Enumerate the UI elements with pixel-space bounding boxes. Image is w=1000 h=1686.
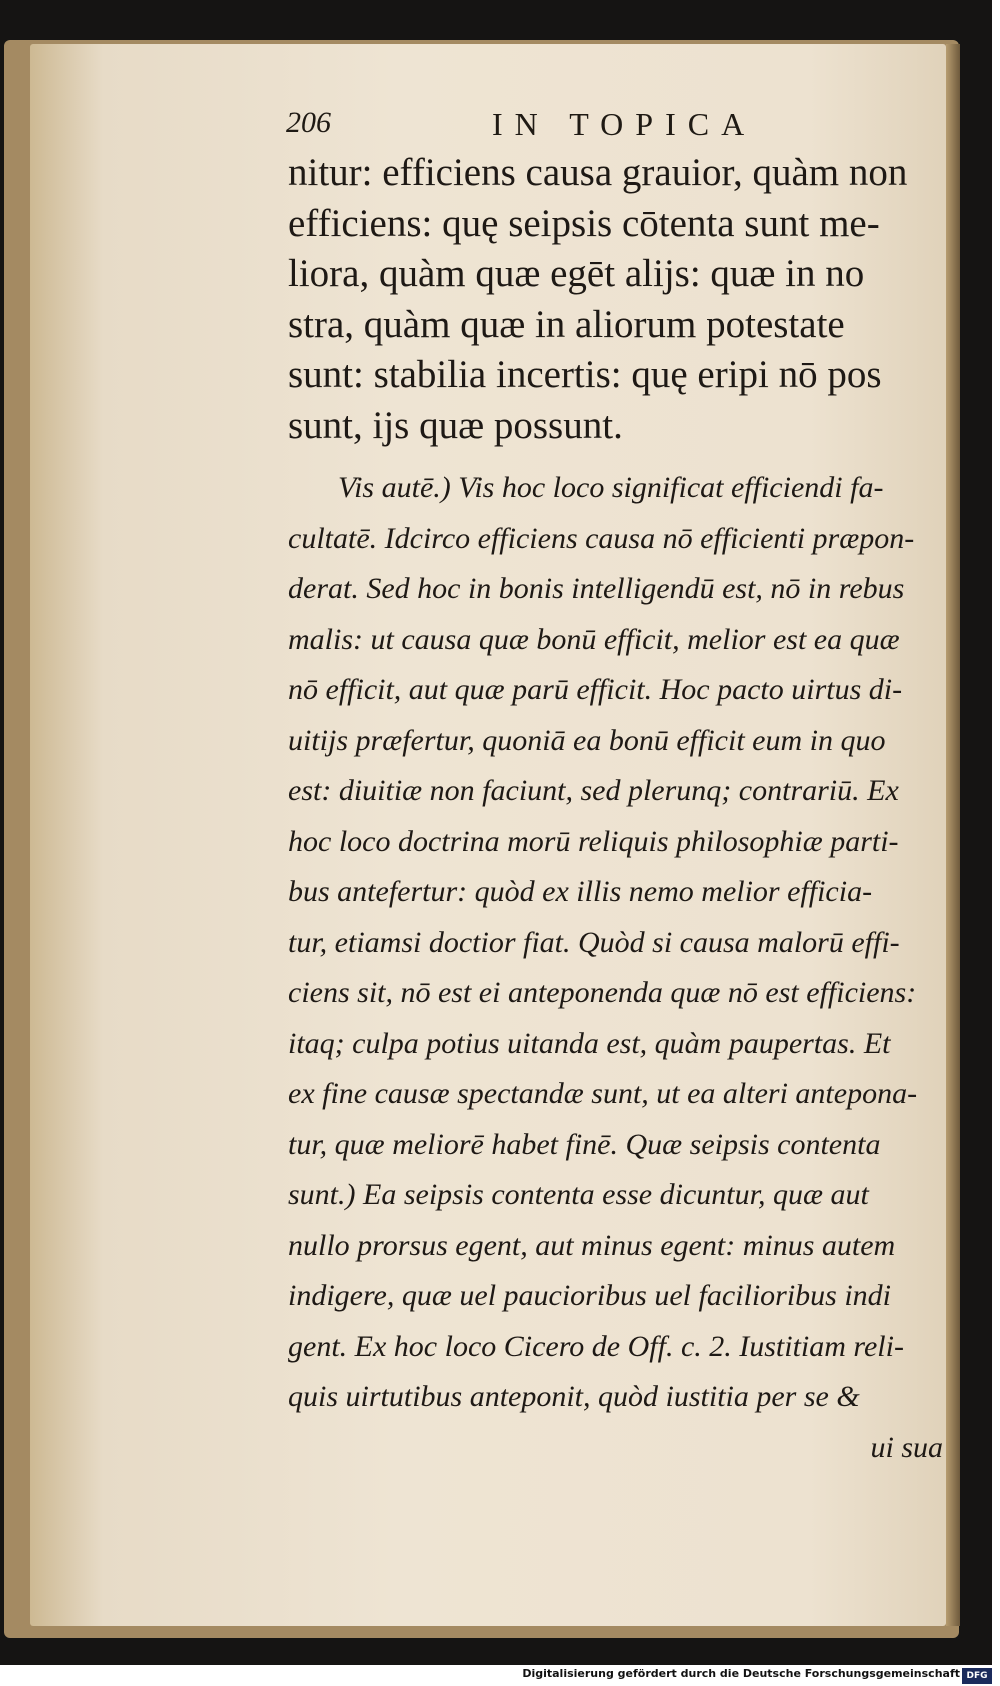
commentary-line: nō efficit, aut quæ parū efficit. Hoc pacto uirtus di-: [288, 673, 903, 706]
commentary-line: sunt.) Ea seipsis contenta esse dicuntur, quæ aut: [288, 1178, 869, 1211]
catchword: ui sua: [870, 1430, 943, 1464]
commentary-line: tur, etiamsi doctior fiat. Quòd si causa malorū effi-: [288, 925, 900, 959]
commentary-line: quis uirtutibus anteponit, quòd iustitia per se &: [288, 1380, 860, 1413]
commentary-line: gent. Ex hoc loco Cicero de Off. c. 2. Iustitiam reli-: [288, 1329, 904, 1363]
commentary-line: itaq; culpa potius uitanda est, quàm paupertas. Et: [288, 1026, 891, 1060]
running-head: IN TOPICA: [492, 106, 757, 142]
main-text-line: liora, quàm quæ egēt alijs: quæ in no: [288, 252, 865, 295]
main-text-block: [288, 148, 953, 451]
page-number: 206: [286, 106, 331, 139]
main-text-line: stra, quàm quæ in aliorum potestate: [288, 302, 845, 346]
commentary-line: malis: ut causa quæ bonū efficit, melior est ea quæ: [288, 622, 900, 656]
commentary-line: hoc loco doctrina morū reliquis philosophiæ parti-: [288, 824, 899, 858]
page-header: [0, 106, 1000, 146]
commentary-line: est: diuitiæ non faciunt, sed plerunq; contrariū. Ex: [288, 774, 899, 807]
main-text-line: sunt: stabilia incertis: quę eripi nō pos: [288, 353, 882, 396]
commentary-line: ex fine causæ spectandæ sunt, ut ea alteri antepona-: [288, 1077, 918, 1110]
commentary-line: ciens sit, nō est ei anteponenda quæ nō est efficiens:: [288, 976, 917, 1009]
main-text-line: nitur: efficiens causa grauior, quàm non: [288, 151, 908, 194]
commentary-line: derat. Sed hoc in bonis intelligendū est, nō in rebus: [288, 572, 905, 605]
commentary-line: indigere, quæ uel paucioribus uel facilioribus indi: [288, 1279, 892, 1312]
commentary-line: tur, quæ meliorē habet finē. Quæ seipsis contenta: [288, 1127, 881, 1161]
commentary-line: nullo prorsus egent, aut minus egent: minus autem: [288, 1228, 896, 1262]
main-text-line: efficiens: quę seipsis cōtenta sunt me-: [288, 201, 880, 245]
main-text-line: sunt, ijs quæ possunt.: [288, 403, 623, 447]
commentary-line: uitijs præfertur, quoniā ea bonū efficit eum in quo: [288, 723, 886, 757]
commentary-line: bus antefertur: quòd ex illis nemo melior efficia-: [288, 875, 873, 908]
commentary-block: [288, 463, 953, 1473]
commentary-line: cultatē. Idcirco efficiens causa nō efficienti præpon-: [288, 521, 915, 555]
dfg-logo: DFG: [962, 1668, 992, 1684]
commentary-line: Vis autē.) Vis hoc loco significat efficiendi fa-: [338, 471, 884, 504]
funding-credit: Digitalisierung gefördert durch die Deutsche Forschungsgemeinschaft: [522, 1667, 960, 1680]
digitization-footer: [0, 1665, 1000, 1686]
